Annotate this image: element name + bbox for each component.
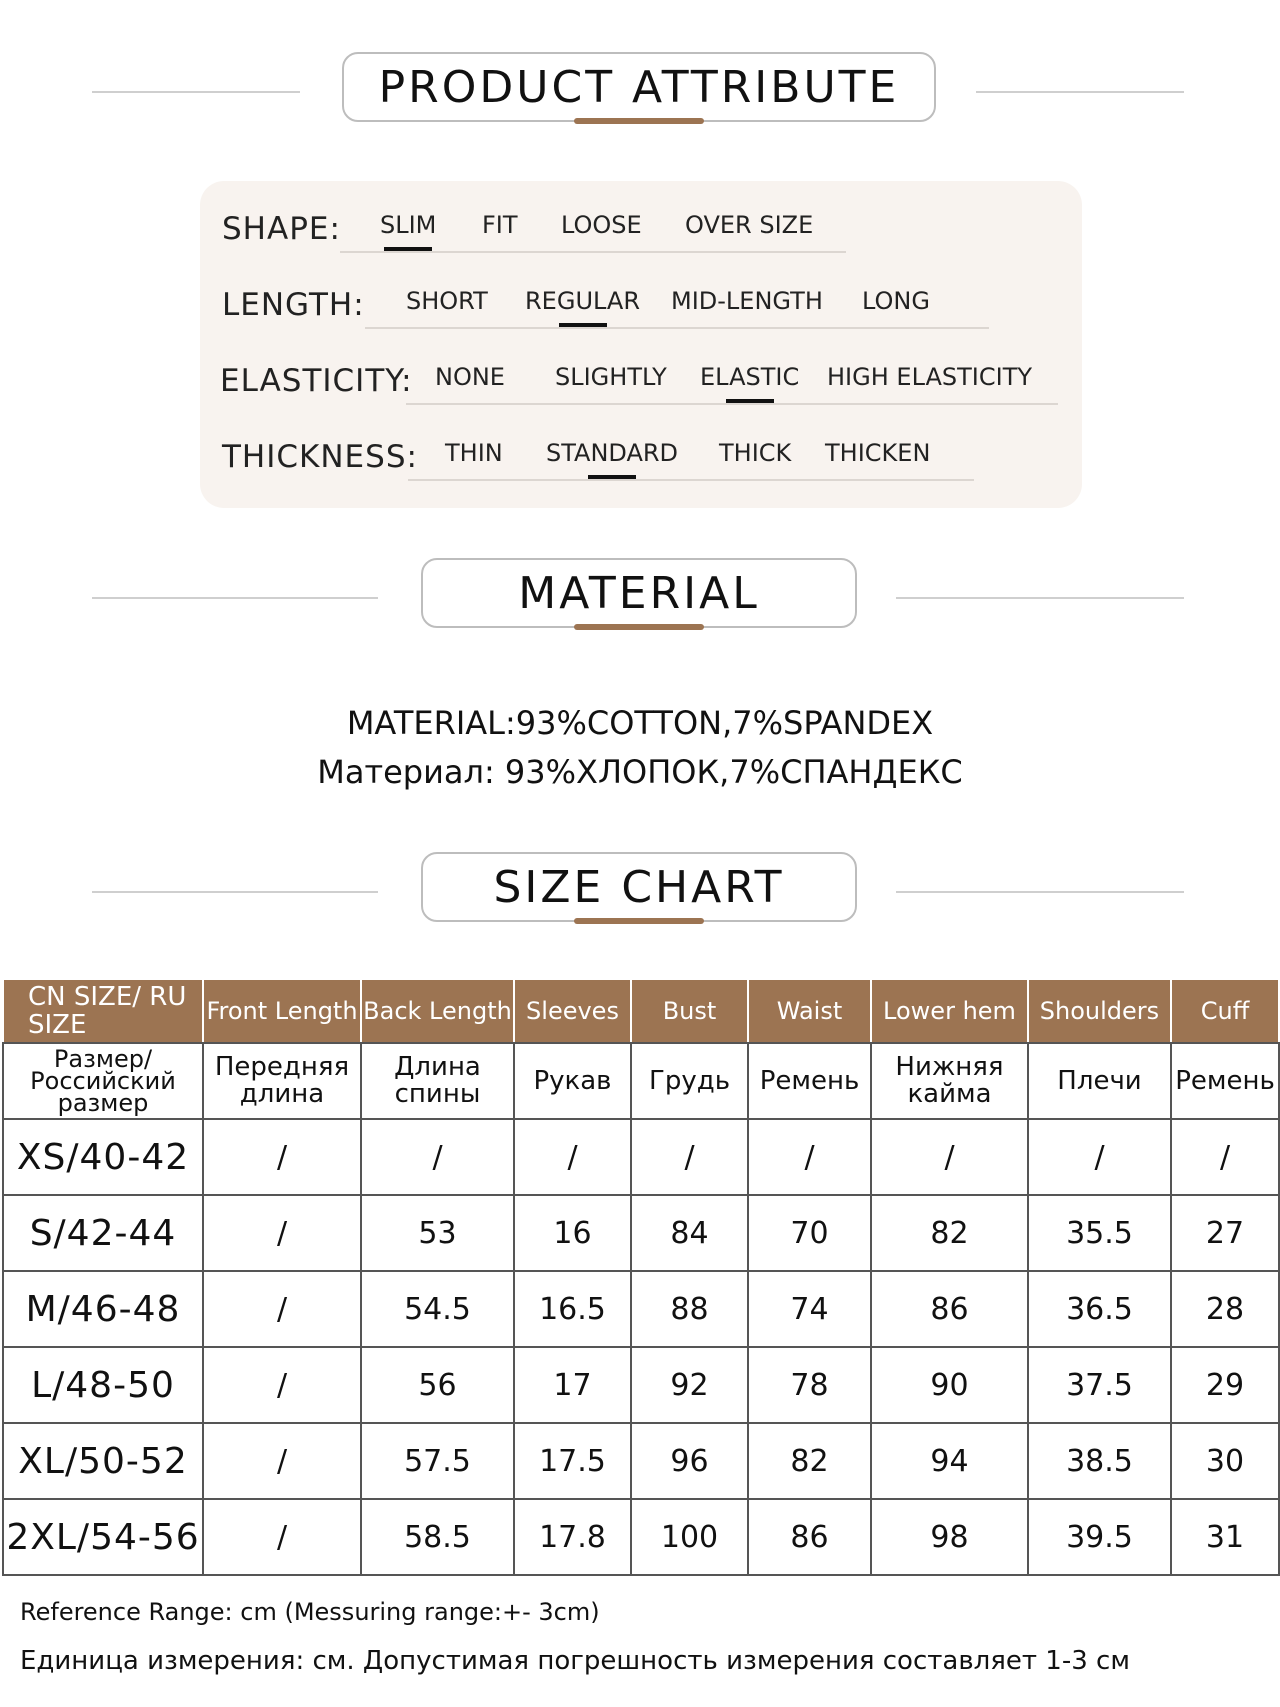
- thickness-label: THICKNESS:: [222, 439, 418, 475]
- table-cell-size: L/48-50: [3, 1347, 203, 1423]
- table-cell: 37.5: [1028, 1347, 1171, 1423]
- thickness-option-thick: THICK: [719, 439, 792, 467]
- title-accent-bar: [574, 918, 704, 924]
- table-header-cell-ru: Рукав: [514, 1043, 631, 1119]
- shape-label: SHAPE:: [222, 211, 341, 247]
- table-cell: 35.5: [1028, 1195, 1171, 1271]
- table-cell: 56: [361, 1347, 514, 1423]
- table-cell: 54.5: [361, 1271, 514, 1347]
- product-attribute-header: [0, 52, 1280, 132]
- attribute-row-length: [200, 281, 1082, 331]
- thickness-baseline: [408, 479, 974, 481]
- table-header-cell: Cuff: [1171, 979, 1279, 1043]
- table-cell: /: [203, 1499, 361, 1575]
- table-cell: 31: [1171, 1499, 1279, 1575]
- table-cell: 82: [871, 1195, 1028, 1271]
- table-cell-size: XS/40-42: [3, 1119, 203, 1195]
- elasticity-option-elastic: ELASTIC: [700, 363, 800, 391]
- table-cell: 96: [631, 1423, 748, 1499]
- material-title-text: MATERIAL: [518, 567, 760, 619]
- table-cell: 29: [1171, 1347, 1279, 1423]
- divider-line-left: [92, 891, 378, 893]
- material-line-en: MATERIAL:93%COTTON,7%SPANDEX: [346, 704, 934, 742]
- table-cell: 78: [748, 1347, 871, 1423]
- divider-line-right: [976, 91, 1184, 93]
- table-header-cell: CN SIZE/ RU SIZE: [3, 979, 203, 1043]
- table-row: [3, 1423, 1279, 1499]
- size-chart-header: [0, 852, 1280, 932]
- material-line-ru: Материал: 93%ХЛОПОК,7%СПАНДЕКС: [317, 753, 963, 791]
- table-row: [3, 1119, 1279, 1195]
- length-baseline: [365, 327, 989, 329]
- table-header-cell: Waist: [748, 979, 871, 1043]
- length-option-long: LONG: [862, 287, 930, 315]
- thickness-option-thin: THIN: [445, 439, 503, 467]
- length-label: LENGTH:: [222, 287, 365, 323]
- table-cell: 17.5: [514, 1423, 631, 1499]
- material-header: [0, 558, 1280, 638]
- elasticity-option-none: NONE: [435, 363, 505, 391]
- table-cell: 86: [871, 1271, 1028, 1347]
- divider-line-right: [896, 891, 1184, 893]
- table-cell: 58.5: [361, 1499, 514, 1575]
- table-row: [3, 1499, 1279, 1575]
- elasticity-label: ELASTICITY:: [220, 363, 413, 399]
- table-cell: 36.5: [1028, 1271, 1171, 1347]
- table-cell: /: [871, 1119, 1028, 1195]
- table-cell: 39.5: [1028, 1499, 1171, 1575]
- table-cell: 100: [631, 1499, 748, 1575]
- reference-range-note-ru: Единица измерения: см. Допустимая погрешность измерения составляет 1-3 см: [20, 1646, 1130, 1676]
- table-cell: 16: [514, 1195, 631, 1271]
- shape-baseline: [340, 251, 846, 253]
- table-header-cell-ru: Плечи: [1028, 1043, 1171, 1119]
- table-header-cell: Sleeves: [514, 979, 631, 1043]
- attribute-row-thickness: [200, 433, 1082, 483]
- thickness-option-thicken: THICKEN: [825, 439, 931, 467]
- table-cell: /: [514, 1119, 631, 1195]
- table-cell-size: S/42-44: [3, 1195, 203, 1271]
- attribute-row-elasticity: [200, 357, 1082, 407]
- thickness-option-standard: STANDARD: [546, 439, 679, 467]
- elasticity-option-slightly: SLIGHTLY: [555, 363, 667, 391]
- table-header-cell-ru: Размер/ Российский размер: [3, 1043, 203, 1119]
- table-cell: 57.5: [361, 1423, 514, 1499]
- table-cell-size: XL/50-52: [3, 1423, 203, 1499]
- shape-option-oversize: OVER SIZE: [685, 211, 814, 239]
- table-header-cell-ru: Передняя длина: [203, 1043, 361, 1119]
- shape-option-slim: SLIM: [380, 211, 437, 239]
- table-cell: /: [203, 1195, 361, 1271]
- table-cell: 86: [748, 1499, 871, 1575]
- table-cell: /: [203, 1271, 361, 1347]
- size-chart-table: [2, 978, 1280, 1576]
- table-cell: 74: [748, 1271, 871, 1347]
- table-header-cell-ru: Длина спины: [361, 1043, 514, 1119]
- elasticity-baseline: [406, 403, 1058, 405]
- divider-line-right: [896, 597, 1184, 599]
- size-chart-title: [421, 852, 857, 922]
- table-cell: 30: [1171, 1423, 1279, 1499]
- table-cell: 88: [631, 1271, 748, 1347]
- material-title: [421, 558, 857, 628]
- table-cell: /: [748, 1119, 871, 1195]
- product-attribute-title: [342, 52, 936, 122]
- table-cell: 17: [514, 1347, 631, 1423]
- size-chart-title-text: SIZE CHART: [493, 861, 785, 913]
- table-cell: 38.5: [1028, 1423, 1171, 1499]
- length-option-regular: REGULAR: [525, 287, 641, 315]
- table-row: [3, 1347, 1279, 1423]
- table-cell: 53: [361, 1195, 514, 1271]
- reference-range-note: Reference Range: cm (Messuring range:+- 3cm): [20, 1598, 600, 1626]
- shape-option-loose: LOOSE: [561, 211, 642, 239]
- table-cell: 70: [748, 1195, 871, 1271]
- table-cell: 28: [1171, 1271, 1279, 1347]
- table-header-cell-ru: Грудь: [631, 1043, 748, 1119]
- divider-line-left: [92, 597, 378, 599]
- table-cell: 82: [748, 1423, 871, 1499]
- shape-option-fit: FIT: [482, 211, 518, 239]
- table-row: [3, 1271, 1279, 1347]
- table-cell: /: [203, 1347, 361, 1423]
- size-chart-header-row-en: [3, 979, 1279, 1043]
- attribute-row-shape: [200, 205, 1082, 255]
- table-cell: 27: [1171, 1195, 1279, 1271]
- table-cell: 16.5: [514, 1271, 631, 1347]
- table-cell-size: M/46-48: [3, 1271, 203, 1347]
- length-option-short: SHORT: [406, 287, 488, 315]
- table-cell: 98: [871, 1499, 1028, 1575]
- elasticity-option-high-elasticity: HIGH ELASTICITY: [827, 363, 1033, 391]
- table-cell: /: [1028, 1119, 1171, 1195]
- table-cell: /: [1171, 1119, 1279, 1195]
- table-cell: 84: [631, 1195, 748, 1271]
- table-header-cell-ru: Ремень: [748, 1043, 871, 1119]
- table-cell: /: [203, 1423, 361, 1499]
- table-header-cell: Front Length: [203, 979, 361, 1043]
- table-header-cell: Lower hem: [871, 979, 1028, 1043]
- table-cell: /: [203, 1119, 361, 1195]
- table-cell: 17.8: [514, 1499, 631, 1575]
- divider-line-left: [92, 91, 300, 93]
- title-accent-bar: [574, 624, 704, 630]
- table-row: [3, 1195, 1279, 1271]
- table-cell: /: [631, 1119, 748, 1195]
- table-header-cell: Back Length: [361, 979, 514, 1043]
- table-cell-size: 2XL/54-56: [3, 1499, 203, 1575]
- table-header-cell-ru: Ремень: [1171, 1043, 1279, 1119]
- table-cell: 94: [871, 1423, 1028, 1499]
- table-cell: 92: [631, 1347, 748, 1423]
- table-cell: 90: [871, 1347, 1028, 1423]
- size-chart-header-row-ru: [3, 1043, 1279, 1119]
- title-accent-bar: [574, 118, 704, 124]
- table-header-cell: Bust: [631, 979, 748, 1043]
- product-attribute-title-text: PRODUCT ATTRIBUTE: [378, 61, 900, 113]
- table-cell: /: [361, 1119, 514, 1195]
- length-option-mid-length: MID-LENGTH: [671, 287, 823, 315]
- table-header-cell: Shoulders: [1028, 979, 1171, 1043]
- table-header-cell-ru: Нижняя кайма: [871, 1043, 1028, 1119]
- attribute-panel: [200, 181, 1082, 508]
